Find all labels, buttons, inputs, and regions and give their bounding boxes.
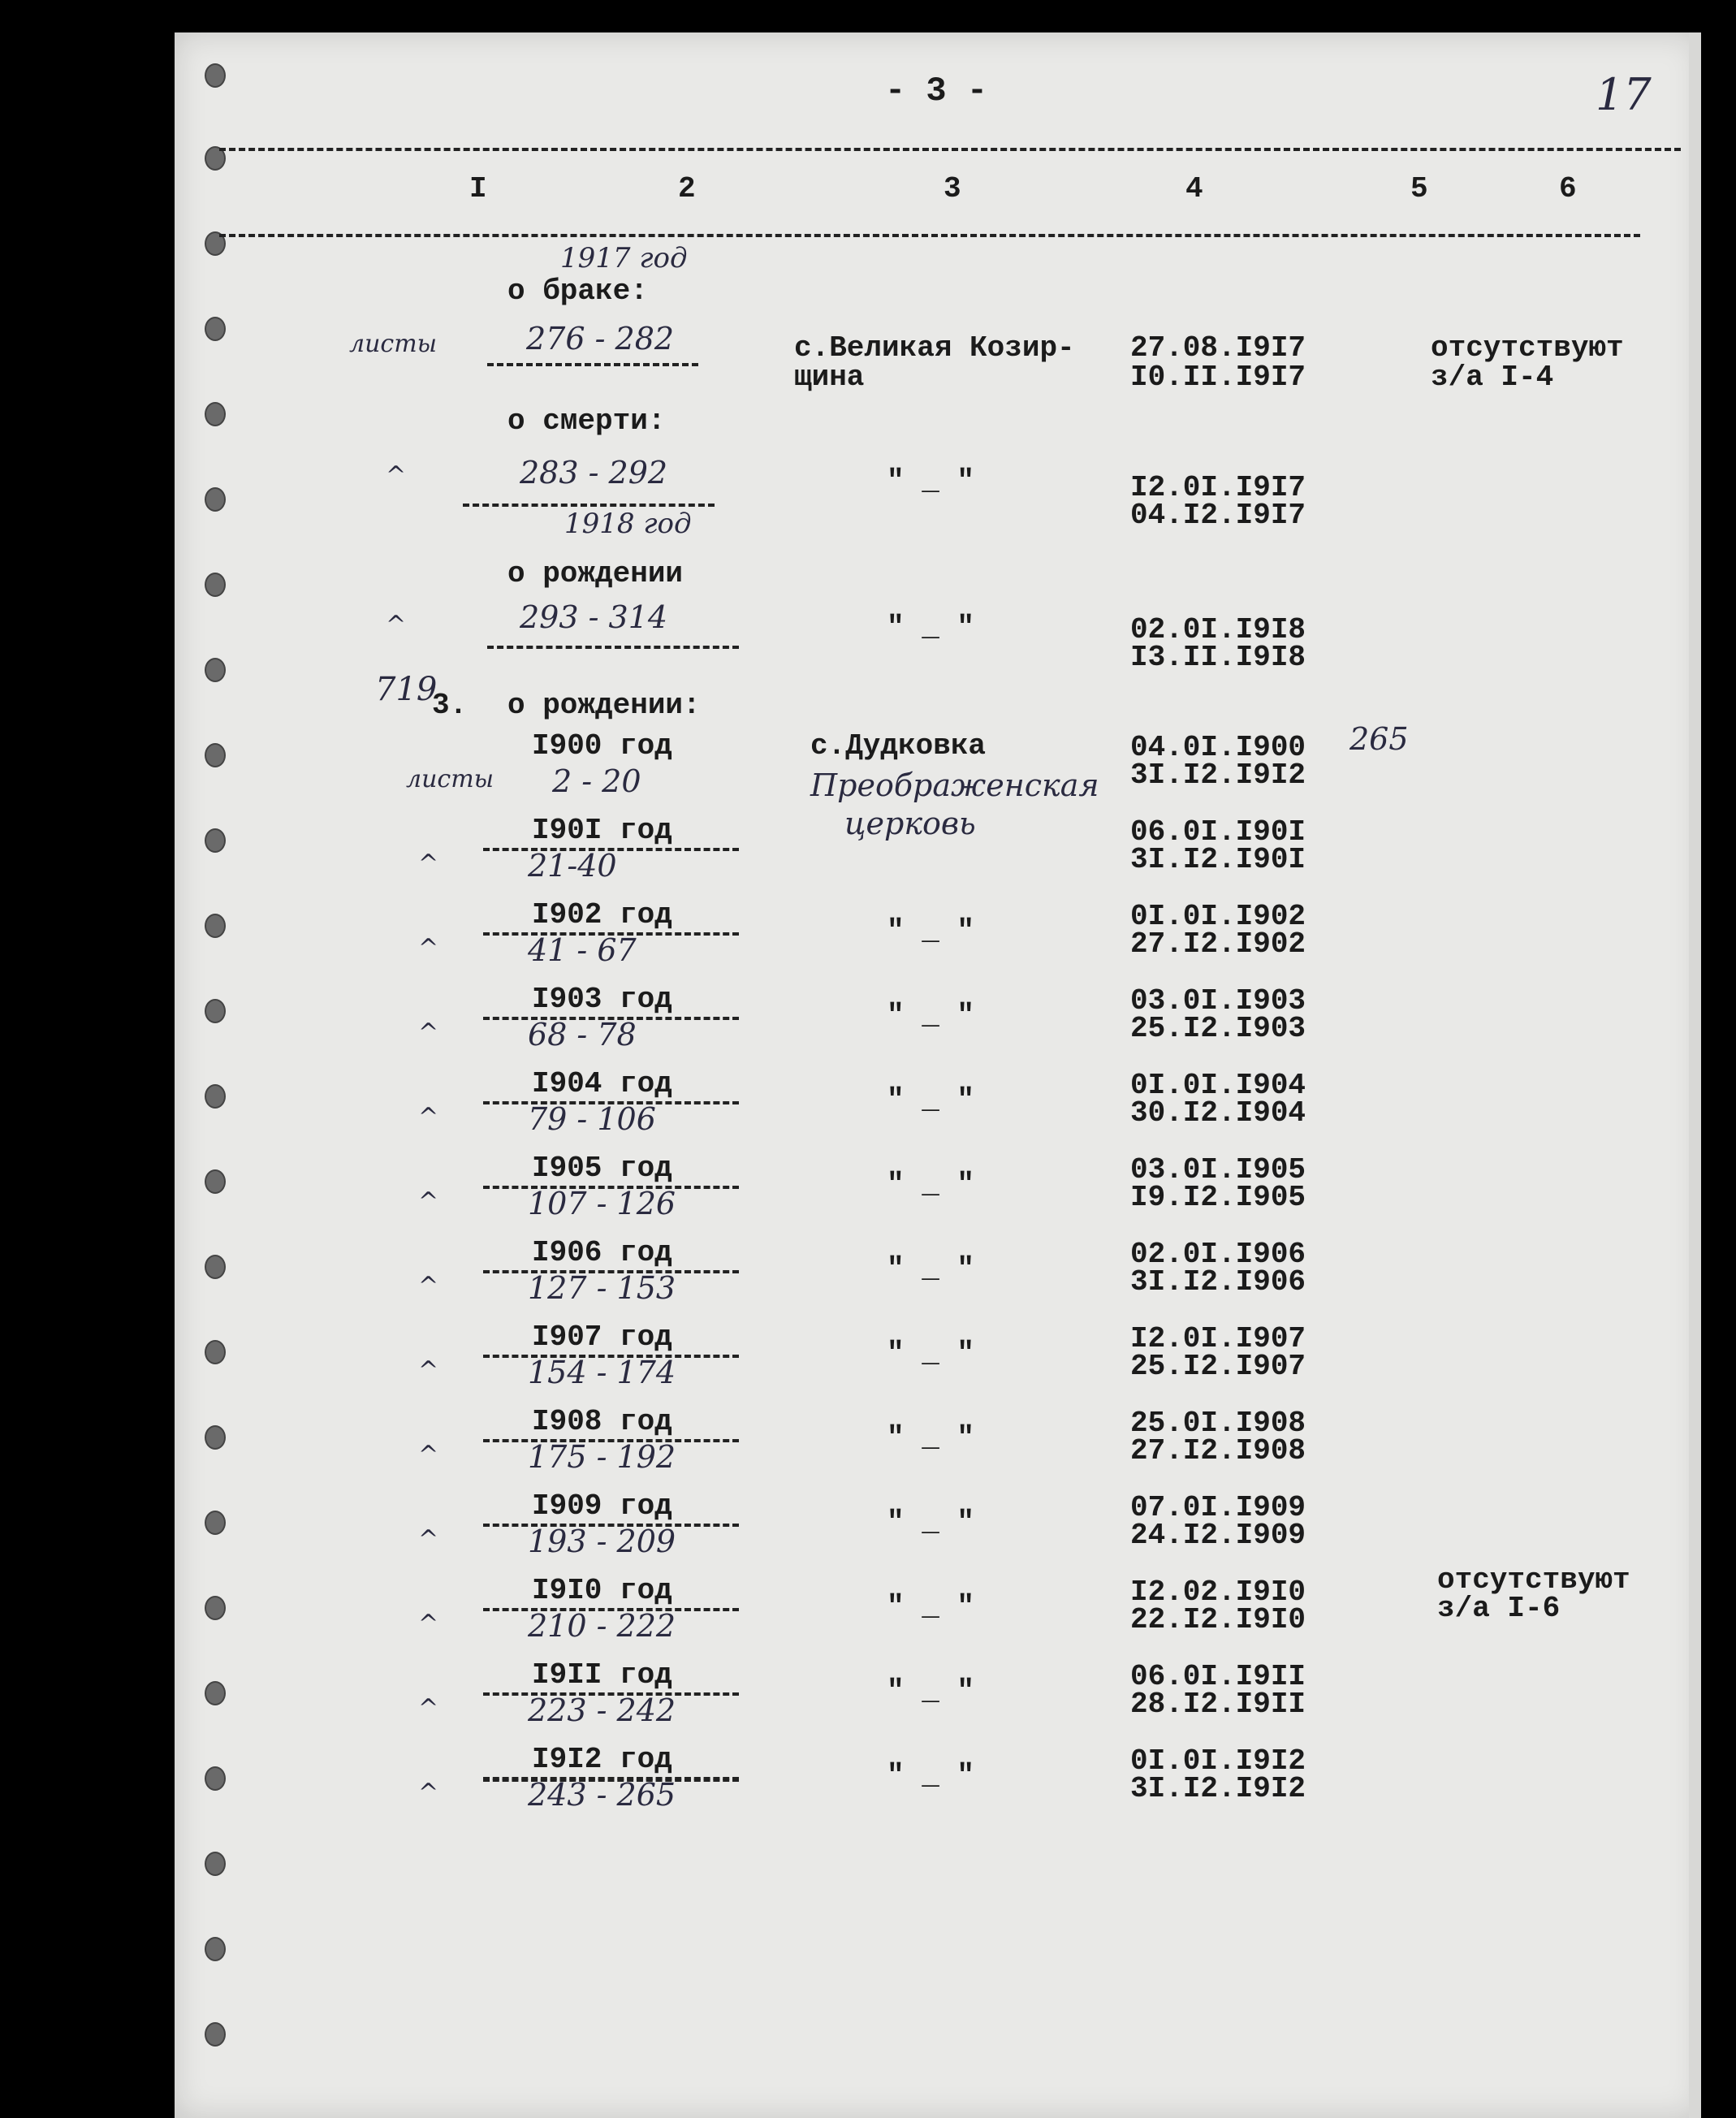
column-header-5: 5 — [1410, 172, 1428, 205]
date-from: 0I.0I.I9I2 — [1130, 1744, 1306, 1778]
year-label: I900 год — [532, 729, 672, 763]
marriage-marker: листы — [349, 330, 438, 358]
header-rule-top — [219, 148, 1681, 151]
row-rule — [483, 1355, 739, 1358]
punch-hole — [205, 1169, 226, 1194]
sheet-marker: ^ — [418, 934, 439, 962]
row-rule — [483, 848, 739, 851]
date-from: 06.0I.I90I — [1130, 815, 1306, 849]
sheet-range: 68 - 78 — [528, 1017, 637, 1053]
sheet-range: 107 - 126 — [528, 1186, 676, 1221]
ditto-mark: " _ " — [887, 1590, 975, 1623]
archive-sheet-number: 17 — [1596, 69, 1652, 120]
row-rule — [483, 1779, 739, 1782]
ditto-mark: " _ " — [887, 1675, 975, 1708]
ditto-mark: " _ " — [887, 999, 975, 1032]
punch-hole — [205, 999, 226, 1023]
date-from: 25.0I.I908 — [1130, 1407, 1306, 1440]
sheet-range: 79 - 106 — [528, 1101, 656, 1137]
date-from: 06.0I.I9II — [1130, 1660, 1306, 1693]
year-label: I9II год — [532, 1658, 672, 1692]
header-rule-bottom — [219, 234, 1640, 237]
column-header-4: 4 — [1185, 172, 1203, 205]
ditto-mark: " _ " — [887, 1759, 975, 1792]
date-to: 27.I2.I902 — [1130, 927, 1306, 961]
punch-hole — [205, 1596, 226, 1620]
date-from: 0I.0I.I902 — [1130, 900, 1306, 933]
death-marker: ^ — [386, 461, 407, 490]
birth-1918-date-from: 02.0I.I9I8 — [1130, 613, 1306, 646]
sheet-marker: ^ — [418, 1779, 439, 1807]
death-date-to: 04.I2.I9I7 — [1130, 499, 1306, 532]
date-to: 28.I2.I9II — [1130, 1688, 1306, 1721]
row-rule — [483, 1524, 739, 1527]
death-sheets: 283 - 292 — [520, 455, 668, 491]
church-line2: церковь — [844, 806, 976, 841]
punch-hole — [205, 914, 226, 938]
birth-1918-date-to: I3.II.I9I8 — [1130, 641, 1306, 674]
sheet-range: 223 - 242 — [528, 1692, 676, 1728]
year-label: I908 год — [532, 1405, 672, 1438]
sheet-range: 21-40 — [528, 848, 617, 884]
section-number: 3. — [432, 689, 468, 722]
punch-hole — [205, 487, 226, 512]
punch-hole — [205, 1852, 226, 1876]
punch-hole — [205, 573, 226, 597]
birth-1918-rule — [487, 646, 739, 649]
section-missing-line2: з/а I-6 — [1437, 1592, 1561, 1625]
date-to: 3I.I2.I90I — [1130, 843, 1306, 876]
birth-1918-marker: ^ — [386, 611, 407, 639]
punch-hole — [205, 743, 226, 767]
date-to: 25.I2.I907 — [1130, 1350, 1306, 1383]
ditto-mark: " _ " — [887, 1252, 975, 1286]
date-from: 03.0I.I905 — [1130, 1153, 1306, 1187]
punch-hole — [205, 658, 226, 682]
birth-1918-ditto: " _ " — [887, 611, 975, 644]
marriage-missing-line1: отсутствуют — [1431, 331, 1624, 365]
date-from: I2.02.I9I0 — [1130, 1576, 1306, 1609]
date-to: 3I.I2.I906 — [1130, 1265, 1306, 1299]
record-count: 265 — [1350, 721, 1409, 757]
ditto-mark: " _ " — [887, 1168, 975, 1201]
sheet-marker: ^ — [418, 1525, 439, 1554]
ditto-mark: " _ " — [887, 914, 975, 948]
marriage-title: о браке: — [507, 274, 648, 308]
sheet-marker: ^ — [418, 1356, 439, 1385]
page-edge — [1689, 32, 1701, 2118]
year-label: I904 год — [532, 1067, 672, 1100]
date-from: 07.0I.I909 — [1130, 1491, 1306, 1524]
marriage-place-line2: щина — [794, 361, 865, 394]
column-header-1: I — [469, 172, 487, 205]
row-rule — [483, 1608, 739, 1611]
year-label: I906 год — [532, 1236, 672, 1269]
marriage-date-to: I0.II.I9I7 — [1130, 361, 1306, 394]
year-note-1918: 1918 год — [564, 508, 692, 540]
date-to: I9.I2.I905 — [1130, 1181, 1306, 1214]
punch-hole — [205, 1937, 226, 1961]
row-rule — [483, 1101, 739, 1104]
page-number: - 3 - — [885, 71, 988, 110]
sheet-marker: ^ — [418, 1103, 439, 1131]
year-label: I907 год — [532, 1321, 672, 1354]
section-place: с.Дудковка — [810, 729, 987, 763]
sheet-marker: ^ — [418, 1441, 439, 1469]
date-from: 04.0I.I900 — [1130, 731, 1306, 764]
year-label: I902 год — [532, 898, 672, 931]
sheet-range: 2 - 20 — [552, 763, 641, 799]
ditto-mark: " _ " — [887, 1083, 975, 1117]
sheet-range: 243 - 265 — [528, 1777, 676, 1813]
sheet-marker: ^ — [418, 1610, 439, 1638]
date-to: 30.I2.I904 — [1130, 1096, 1306, 1130]
marriage-place-line1: с.Великая Козир- — [794, 331, 1075, 365]
punch-hole — [205, 1681, 226, 1705]
column-header-3: 3 — [944, 172, 961, 205]
sheet-marker: ^ — [418, 1272, 439, 1300]
row-rule — [483, 932, 739, 936]
date-to: 3I.I2.I9I2 — [1130, 759, 1306, 792]
section-title: о рождении: — [507, 689, 701, 722]
date-to: 3I.I2.I9I2 — [1130, 1772, 1306, 1805]
year-label: I90I год — [532, 814, 672, 847]
punch-hole — [205, 1340, 226, 1364]
death-ditto: " _ " — [887, 465, 975, 498]
year-note-1917: 1917 год — [560, 242, 688, 274]
death-date-from: I2.0I.I9I7 — [1130, 471, 1306, 504]
row-rule — [483, 1439, 739, 1442]
row-rule — [483, 1186, 739, 1189]
punch-hole — [205, 1766, 226, 1791]
punch-hole — [205, 1084, 226, 1109]
fond-note: 719 — [375, 671, 438, 708]
date-from: I2.0I.I907 — [1130, 1322, 1306, 1355]
marriage-rule — [487, 363, 698, 366]
punch-hole — [205, 1511, 226, 1535]
marriage-missing-line2: з/а I-4 — [1431, 361, 1554, 394]
punch-hole — [205, 1425, 226, 1450]
date-to: 25.I2.I903 — [1130, 1012, 1306, 1045]
sheet-range: 127 - 153 — [528, 1270, 676, 1306]
death-title: о смерти: — [507, 404, 666, 438]
column-header-2: 2 — [678, 172, 696, 205]
sheet-marker: ^ — [418, 1694, 439, 1722]
marriage-sheets: 276 - 282 — [526, 321, 675, 357]
punch-hole — [205, 828, 226, 853]
sheet-marker: ^ — [418, 849, 439, 878]
date-to: 22.I2.I9I0 — [1130, 1603, 1306, 1636]
year-label: I903 год — [532, 983, 672, 1016]
date-to: 24.I2.I909 — [1130, 1519, 1306, 1552]
year-label: I905 год — [532, 1152, 672, 1185]
sheet-marker: ^ — [418, 1187, 439, 1216]
sheet-range: 210 - 222 — [528, 1608, 676, 1644]
punch-hole — [205, 317, 226, 341]
sheet-range: 193 - 209 — [528, 1524, 676, 1559]
sheet-range: 175 - 192 — [528, 1439, 676, 1475]
church-line1: Преображенская — [810, 767, 1099, 803]
ditto-mark: " _ " — [887, 1421, 975, 1455]
sheet-marker: листы — [406, 765, 494, 793]
date-from: 02.0I.I906 — [1130, 1238, 1306, 1271]
punch-hole — [205, 63, 226, 88]
sheet-range: 154 - 174 — [528, 1355, 676, 1390]
punch-hole — [205, 402, 226, 426]
birth-1918-title: о рождении — [507, 557, 684, 590]
punch-hole — [205, 2022, 226, 2047]
column-header-6: 6 — [1559, 172, 1577, 205]
sheet-marker: ^ — [418, 1018, 439, 1047]
marriage-date-from: 27.08.I9I7 — [1130, 331, 1306, 365]
date-to: 27.I2.I908 — [1130, 1434, 1306, 1467]
birth-1918-sheets: 293 - 314 — [520, 599, 668, 635]
ditto-mark: " _ " — [887, 1337, 975, 1370]
ditto-mark: " _ " — [887, 1506, 975, 1539]
date-from: 0I.0I.I904 — [1130, 1069, 1306, 1102]
sheet-range: 41 - 67 — [528, 932, 637, 968]
row-rule — [483, 1692, 739, 1696]
year-label: I9I0 год — [532, 1574, 672, 1607]
year-label: I9I2 год — [532, 1743, 672, 1776]
year-label: I909 год — [532, 1489, 672, 1523]
punch-hole — [205, 1255, 226, 1279]
death-rule — [463, 504, 715, 507]
section-missing-line1: отсутствуют — [1437, 1563, 1630, 1597]
row-rule — [483, 1270, 739, 1273]
row-rule — [483, 1017, 739, 1020]
date-from: 03.0I.I903 — [1130, 984, 1306, 1018]
